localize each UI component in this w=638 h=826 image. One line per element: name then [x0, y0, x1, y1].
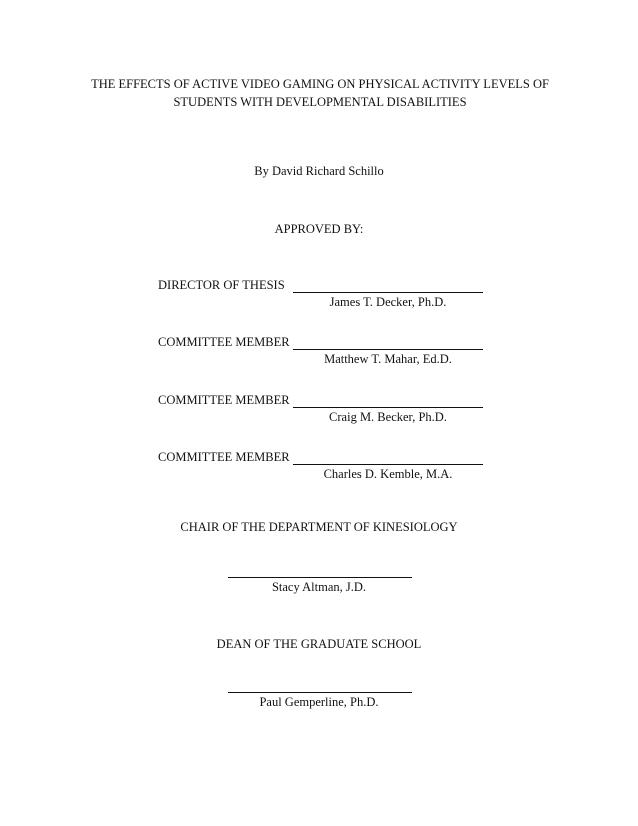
signature-line [293, 349, 483, 350]
signature-role: DIRECTOR OF THESIS [158, 278, 285, 292]
chair-heading: CHAIR OF THE DEPARTMENT OF KINESIOLOGY [180, 520, 458, 534]
signature-role: COMMITTEE MEMBER [158, 335, 290, 349]
thesis-title [80, 75, 560, 111]
signature-director [158, 278, 488, 318]
dean-signature-line [228, 692, 412, 693]
author-line: By David Richard Schillo [254, 164, 384, 178]
signature-committee-member-3 [158, 450, 488, 490]
title-line-1: THE EFFECTS OF ACTIVE VIDEO GAMING ON PHYSICAL ACTIVITY LEVELS OF [91, 77, 549, 91]
chair-signature-line [228, 577, 412, 578]
dean-name: Paul Gemperline, Ph.D. [259, 695, 379, 709]
signature-name: Craig M. Becker, Ph.D. [329, 410, 447, 424]
signature-name: Matthew T. Mahar, Ed.D. [324, 352, 452, 366]
signature-name: Charles D. Kemble, M.A. [323, 467, 453, 481]
signature-name: James T. Decker, Ph.D. [329, 295, 447, 309]
chair-name: Stacy Altman, J.D. [271, 580, 367, 594]
signature-role: COMMITTEE MEMBER [158, 450, 290, 464]
signature-committee-member-2 [158, 393, 488, 433]
signature-line [293, 407, 483, 408]
dean-heading: DEAN OF THE GRADUATE SCHOOL [216, 637, 422, 651]
signature-line [293, 464, 483, 465]
approved-by-heading: APPROVED BY: [274, 222, 364, 236]
signature-committee-member-1 [158, 335, 488, 375]
signature-role: COMMITTEE MEMBER [158, 393, 290, 407]
title-line-2: STUDENTS WITH DEVELOPMENTAL DISABILITIES [173, 95, 467, 109]
signature-line [293, 292, 483, 293]
